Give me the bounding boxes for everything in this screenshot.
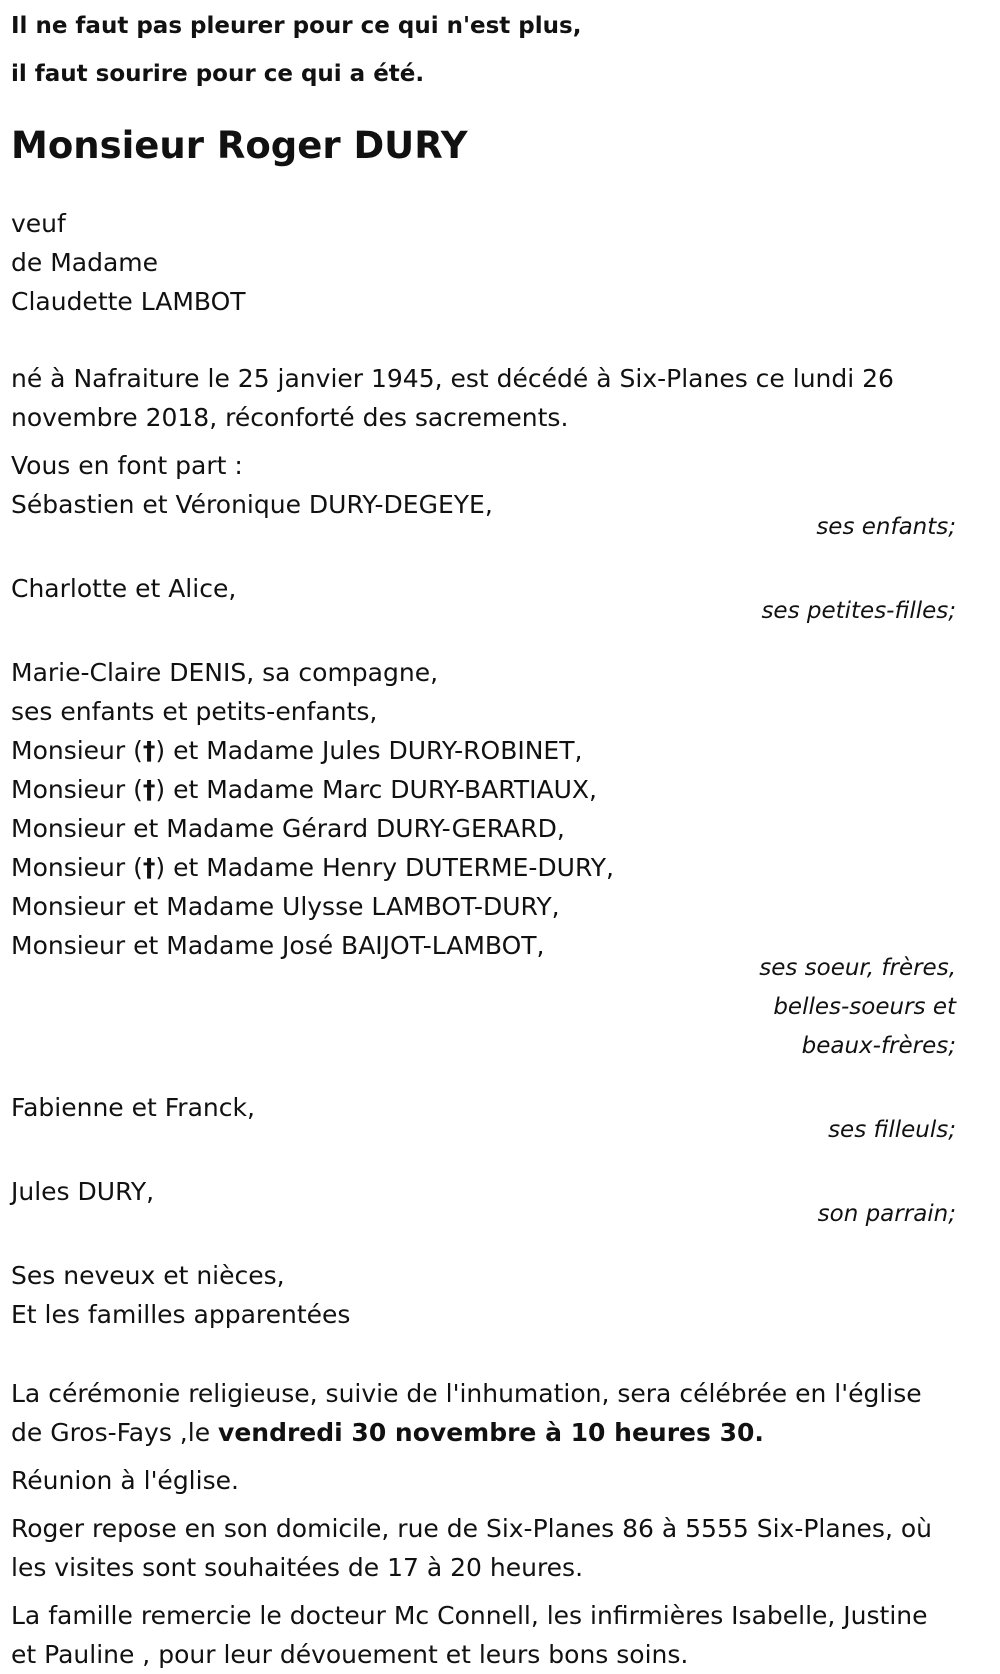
cross-icon: † [142, 775, 156, 804]
siblings-role-line-1: ses soeur, frères, [759, 955, 956, 981]
granddaughters-names: Charlotte et Alice, [11, 574, 237, 603]
siblings-role-line-3: beaux-frères; [801, 1033, 956, 1059]
birth-death-line-1: né à Nafraiture le 25 janvier 1945, est décédé à Six-Planes ce lundi 26 [11, 364, 894, 393]
thanks-block [11, 1596, 956, 1674]
sibling-line-4: Monsieur (†) et Madame Henry DUTERME-DURY, [11, 853, 614, 882]
companion-family: ses enfants et petits-enfants, [11, 697, 378, 726]
cross-icon: † [142, 736, 156, 765]
sibling-line-2: Monsieur (†) et Madame Marc DURY-BARTIAUX, [11, 775, 597, 804]
ceremony-line-1: La cérémonie religieuse, suivie de l'inhumation, sera célébrée en l'église [11, 1379, 922, 1408]
thanks-line-2: et Pauline , pour leur dévouement et leurs bons soins. [11, 1640, 689, 1669]
announcement-intro: Vous en font part : [11, 451, 243, 480]
sibling-line-1: Monsieur (†) et Madame Jules DURY-ROBINET, [11, 736, 583, 765]
godfather-name: Jules DURY, [11, 1177, 155, 1206]
birth-death-line-2: novembre 2018, réconforté des sacrements. [11, 403, 569, 432]
rest-line-1: Roger repose en son domicile, rue de Six-Planes 86 à 5555 Six-Planes, où [11, 1514, 932, 1543]
spouse-line-1: veuf [11, 209, 66, 238]
godchildren-names: Fabienne et Franck, [11, 1093, 255, 1122]
opening-quote [11, 0, 956, 98]
godfather-role: son parrain; [817, 1201, 956, 1227]
related-families: Et les familles apparentées [11, 1300, 351, 1329]
ceremony-date-time: vendredi 30 novembre à 10 heures 30. [218, 1418, 764, 1447]
siblings-role-line-2: belles-soeurs et [773, 994, 956, 1020]
thanks-line-1: La famille remercie le docteur Mc Connell, les infirmières Isabelle, Justine [11, 1601, 928, 1630]
ceremony-line-2: de Gros-Fays ,le vendredi 30 novembre à 10 heures 30. [11, 1418, 764, 1447]
cross-icon: † [142, 853, 156, 882]
sibling-line-6: Monsieur et Madame José BAIJOT-LAMBOT, [11, 931, 545, 960]
spouse-line-2: de Madame [11, 248, 159, 277]
mourners-block [11, 446, 956, 1334]
granddaughters-role: ses petites-filles; [761, 598, 956, 624]
companion-name: Marie-Claire DENIS, sa compagne, [11, 658, 439, 687]
sibling-line-3: Monsieur et Madame Gérard DURY-GERARD, [11, 814, 565, 843]
rest-block [11, 1509, 956, 1587]
meeting-note: Réunion à l'église. [11, 1466, 239, 1495]
quote-line-2: il faut sourire pour ce qui a été. [11, 61, 425, 87]
children-names: Sébastien et Véronique DURY-DEGEYE, [11, 490, 493, 519]
spouse-block [11, 204, 956, 321]
sibling-line-5: Monsieur et Madame Ulysse LAMBOT-DURY, [11, 892, 560, 921]
spouse-line-3: Claudette LAMBOT [11, 287, 246, 316]
nephews-nieces: Ses neveux et nièces, [11, 1261, 285, 1290]
children-role: ses enfants; [816, 514, 956, 540]
rest-line-2: les visites sont souhaitées de 17 à 20 heures. [11, 1553, 584, 1582]
ceremony-block [11, 1374, 956, 1452]
quote-line-1: Il ne faut pas pleurer pour ce qui n'est plus, [11, 13, 582, 39]
godchildren-role: ses filleuls; [828, 1117, 956, 1143]
deceased-name: Monsieur Roger DURY [11, 124, 468, 167]
birth-death-block [11, 359, 956, 437]
